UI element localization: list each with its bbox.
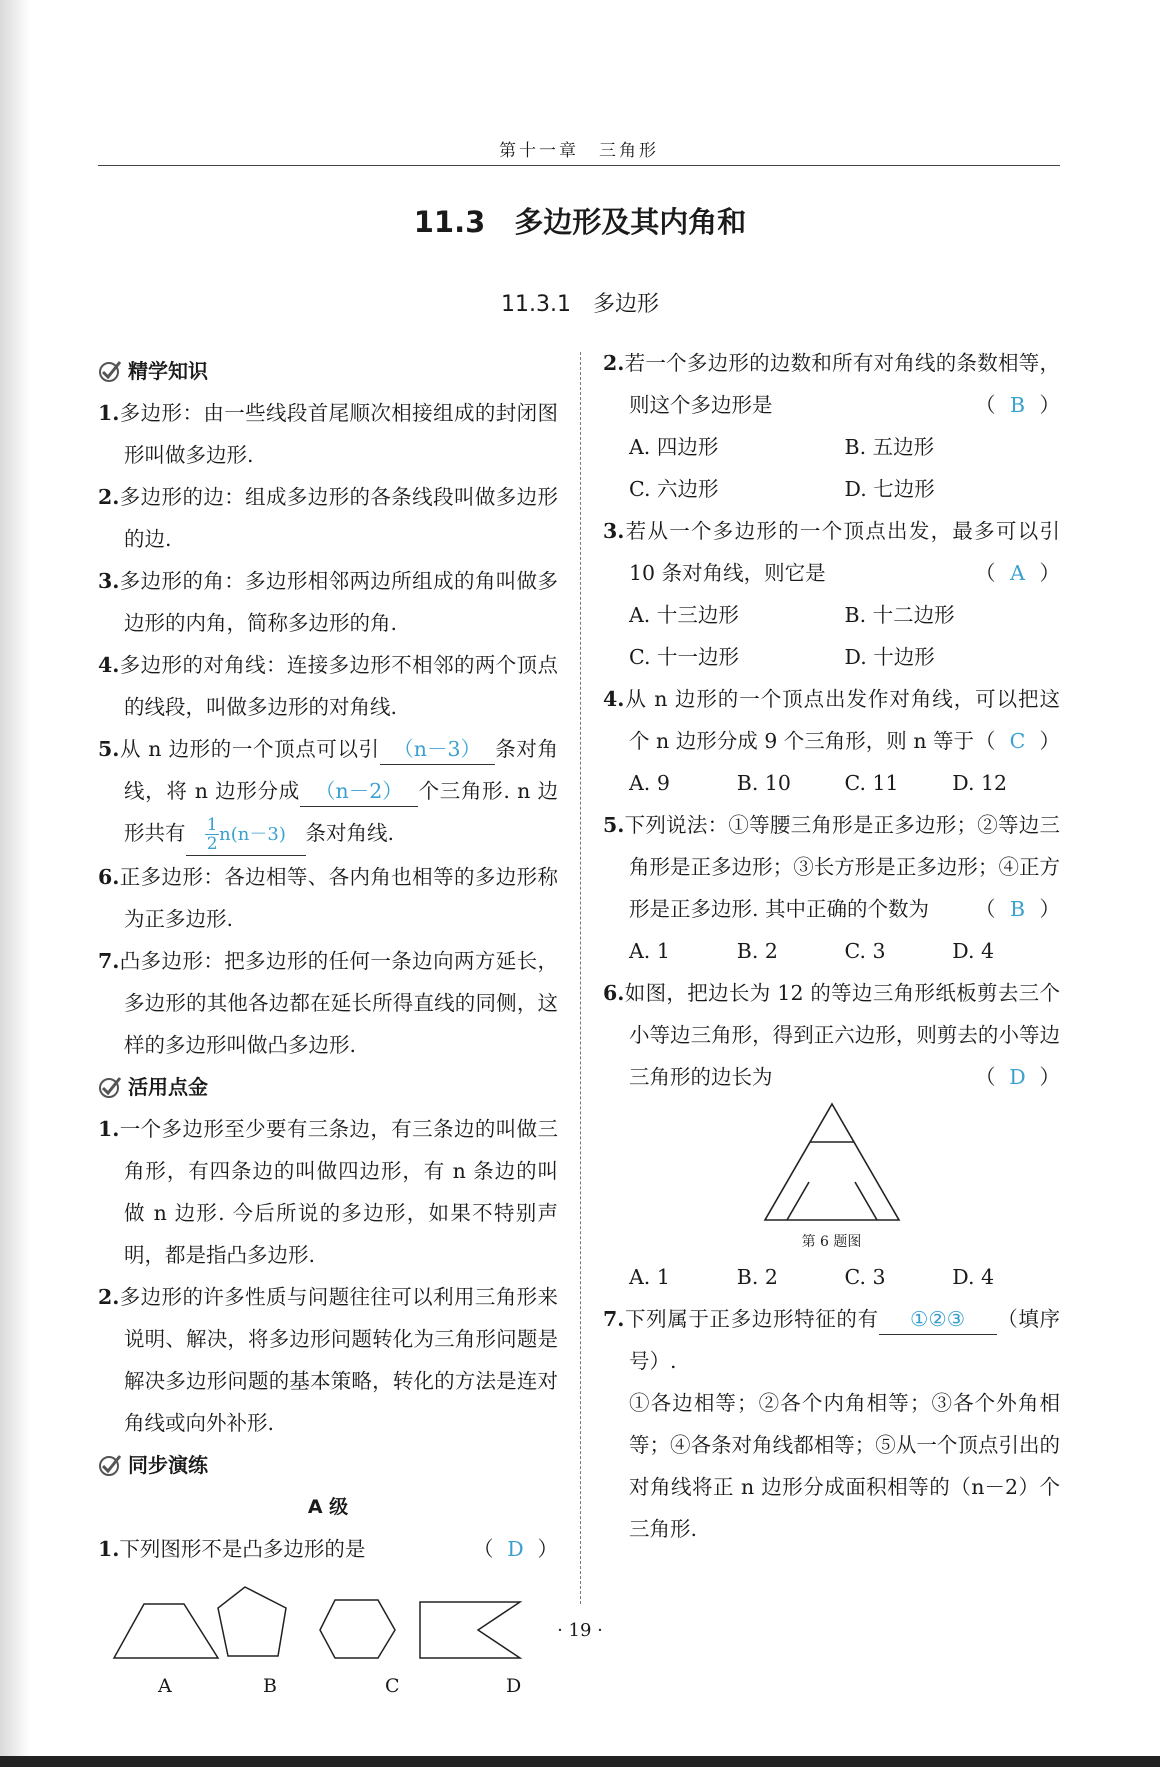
fraction: $\frac{1}{2}$ (206, 815, 218, 854)
answer-bracket: （ D ） (473, 1537, 558, 1561)
q5-options: A. 1 B. 2 C. 3 D. 4 (629, 939, 995, 963)
section-practice: 同步演练 (98, 1444, 558, 1486)
figure-label-c: C (385, 1675, 400, 1697)
question-2: 2.若一个多边形的边数和所有对角线的条数相等，则这个多边形是 （ B ） (603, 342, 1060, 426)
answer-bracket: （ B ） (975, 393, 1060, 417)
figure-label-d: D (506, 1675, 522, 1697)
question-3: 3.若从一个多边形的一个顶点出发，最多可以引 10 条对角线，则它是 （ A ） (603, 510, 1060, 594)
level-label: A 级 (307, 1496, 349, 1518)
section-tips: 活用点金 (98, 1066, 558, 1108)
polygon-figures (98, 1570, 558, 1665)
answer-bracket: （ D ） (975, 1065, 1060, 1089)
q6-options: A. 1 B. 2 C. 3 D. 4 (629, 1265, 995, 1289)
q4-options: A. 9 B. 10 C. 11 D. 12 (629, 771, 1008, 795)
check-badge-icon (98, 1075, 122, 1099)
q1-figures (98, 1570, 558, 1665)
knowledge-item-6: 6.正多边形：各边相等、各内角也相等的多边形称为正多边形. (98, 865, 558, 931)
answer-bracket: （ A ） (975, 561, 1060, 585)
question-4: 4.从 n 边形的一个顶点出发作对角线，可以把这个 n 边形分成 9 个三角形，则 n 等于 （ C ） (603, 678, 1060, 762)
question-7-body: ①各边相等；②各个内角相等；③各个外角相等；④各条对角线都相等；⑤从一个顶点引出的对角线将正 n 边形分成面积相等的（n－2）个三角形. (629, 1391, 1060, 1541)
q6-figure (603, 1098, 1060, 1228)
q3-options-2: C. 十一边形 D. 十边形 (629, 645, 935, 669)
q1-figure-labels (98, 1665, 558, 1709)
check-badge-icon (98, 1453, 122, 1477)
question-1: 1.下列图形不是凸多边形的是 （ D ） (98, 1528, 558, 1570)
answer-bracket: （ B ） (975, 897, 1060, 921)
figure-label-a: A (158, 1675, 172, 1697)
knowledge-item-5: 5.从 n 边形的一个顶点可以引 （n－3） 条对角线，将 n 边形分成 （n－2） 个三角形. n 边形共有 $\frac{1}{2}$ n(n－3) 条对角线. (98, 728, 558, 856)
answer-blank-q7: ①②③ (879, 1304, 997, 1335)
answer-blank-3: $\frac{1}{2}$ n(n－3) (186, 813, 306, 856)
q2-options: A. 四边形 B. 五边形 (629, 435, 935, 459)
answer-blank-2: （n－2） (300, 776, 418, 807)
page-edge-shadow (0, 0, 30, 1767)
tips-item-2: 2.多边形的许多性质与问题往往可以利用三角形来说明、解决，将多边形问题转化为三角形问题是解决多边形问题的基本策略，转化的方法是连对角线或向外补形. (98, 1285, 558, 1435)
column-divider (580, 352, 581, 1604)
subsection-title: 11.3.1 多边形 (501, 292, 659, 317)
header-rule (98, 165, 1060, 166)
answer-blank-1: （n－3） (380, 734, 495, 765)
knowledge-item-2: 2.多边形的边：组成多边形的各条线段叫做多边形的边. (98, 485, 558, 551)
hexagon-triangle-figure (757, 1098, 907, 1226)
question-5: 5.下列说法：①等腰三角形是正多边形；②等边三角形是正多边形；③长方形是正多边形；④正方形是正多边形. 其中正确的个数为 （ B ） (603, 804, 1060, 930)
section-knowledge: 精学知识 (98, 350, 558, 392)
page-number: · 19 · (557, 1620, 603, 1641)
left-column (98, 350, 558, 1709)
q3-options: A. 十三边形 B. 十二边形 (629, 603, 955, 627)
knowledge-item-3: 3.多边形的角：多边形相邻两边所组成的角叫做多边形的内角，简称多边形的角. (98, 569, 558, 635)
knowledge-item-1: 1.多边形：由一些线段首尾顺次相接组成的封闭图形叫做多边形. (98, 401, 558, 467)
answer-bracket: （ C ） (975, 729, 1060, 753)
figure-caption: 第 6 题图 (801, 1234, 862, 1250)
question-6: 6.如图，把边长为 12 的等边三角形纸板剪去三个小等边三角形，得到正六边形，则剪去的小等边三角形的边长为 （ D ） (603, 972, 1060, 1098)
right-column (603, 342, 1060, 1550)
tips-item-1: 1.一个多边形至少要有三条边，有三条边的叫做三角形，有四条边的叫做四边形，有 n 条边的叫做 n 边形. 今后所说的多边形，如果不特别声明，都是指凸多边形. (98, 1117, 558, 1267)
section-title: 11.3 多边形及其内角和 (413, 205, 747, 239)
question-7: 7.下列属于正多边形特征的有 ①②③ （填序号）. (603, 1298, 1060, 1382)
bottom-edge (0, 1756, 1160, 1767)
knowledge-item-7: 7.凸多边形：把多边形的任何一条边向两方延长，多边形的其他各边都在延长所得直线的同侧，这样的多边形叫做凸多边形. (98, 949, 558, 1057)
check-badge-icon (98, 359, 122, 383)
q2-options-2: C. 六边形 D. 七边形 (629, 477, 935, 501)
knowledge-item-4: 4.多边形的对角线：连接多边形不相邻的两个顶点的线段，叫做多边形的对角线. (98, 653, 558, 719)
running-header: 第十一章 三角形 (499, 141, 659, 161)
figure-label-b: B (263, 1675, 277, 1697)
